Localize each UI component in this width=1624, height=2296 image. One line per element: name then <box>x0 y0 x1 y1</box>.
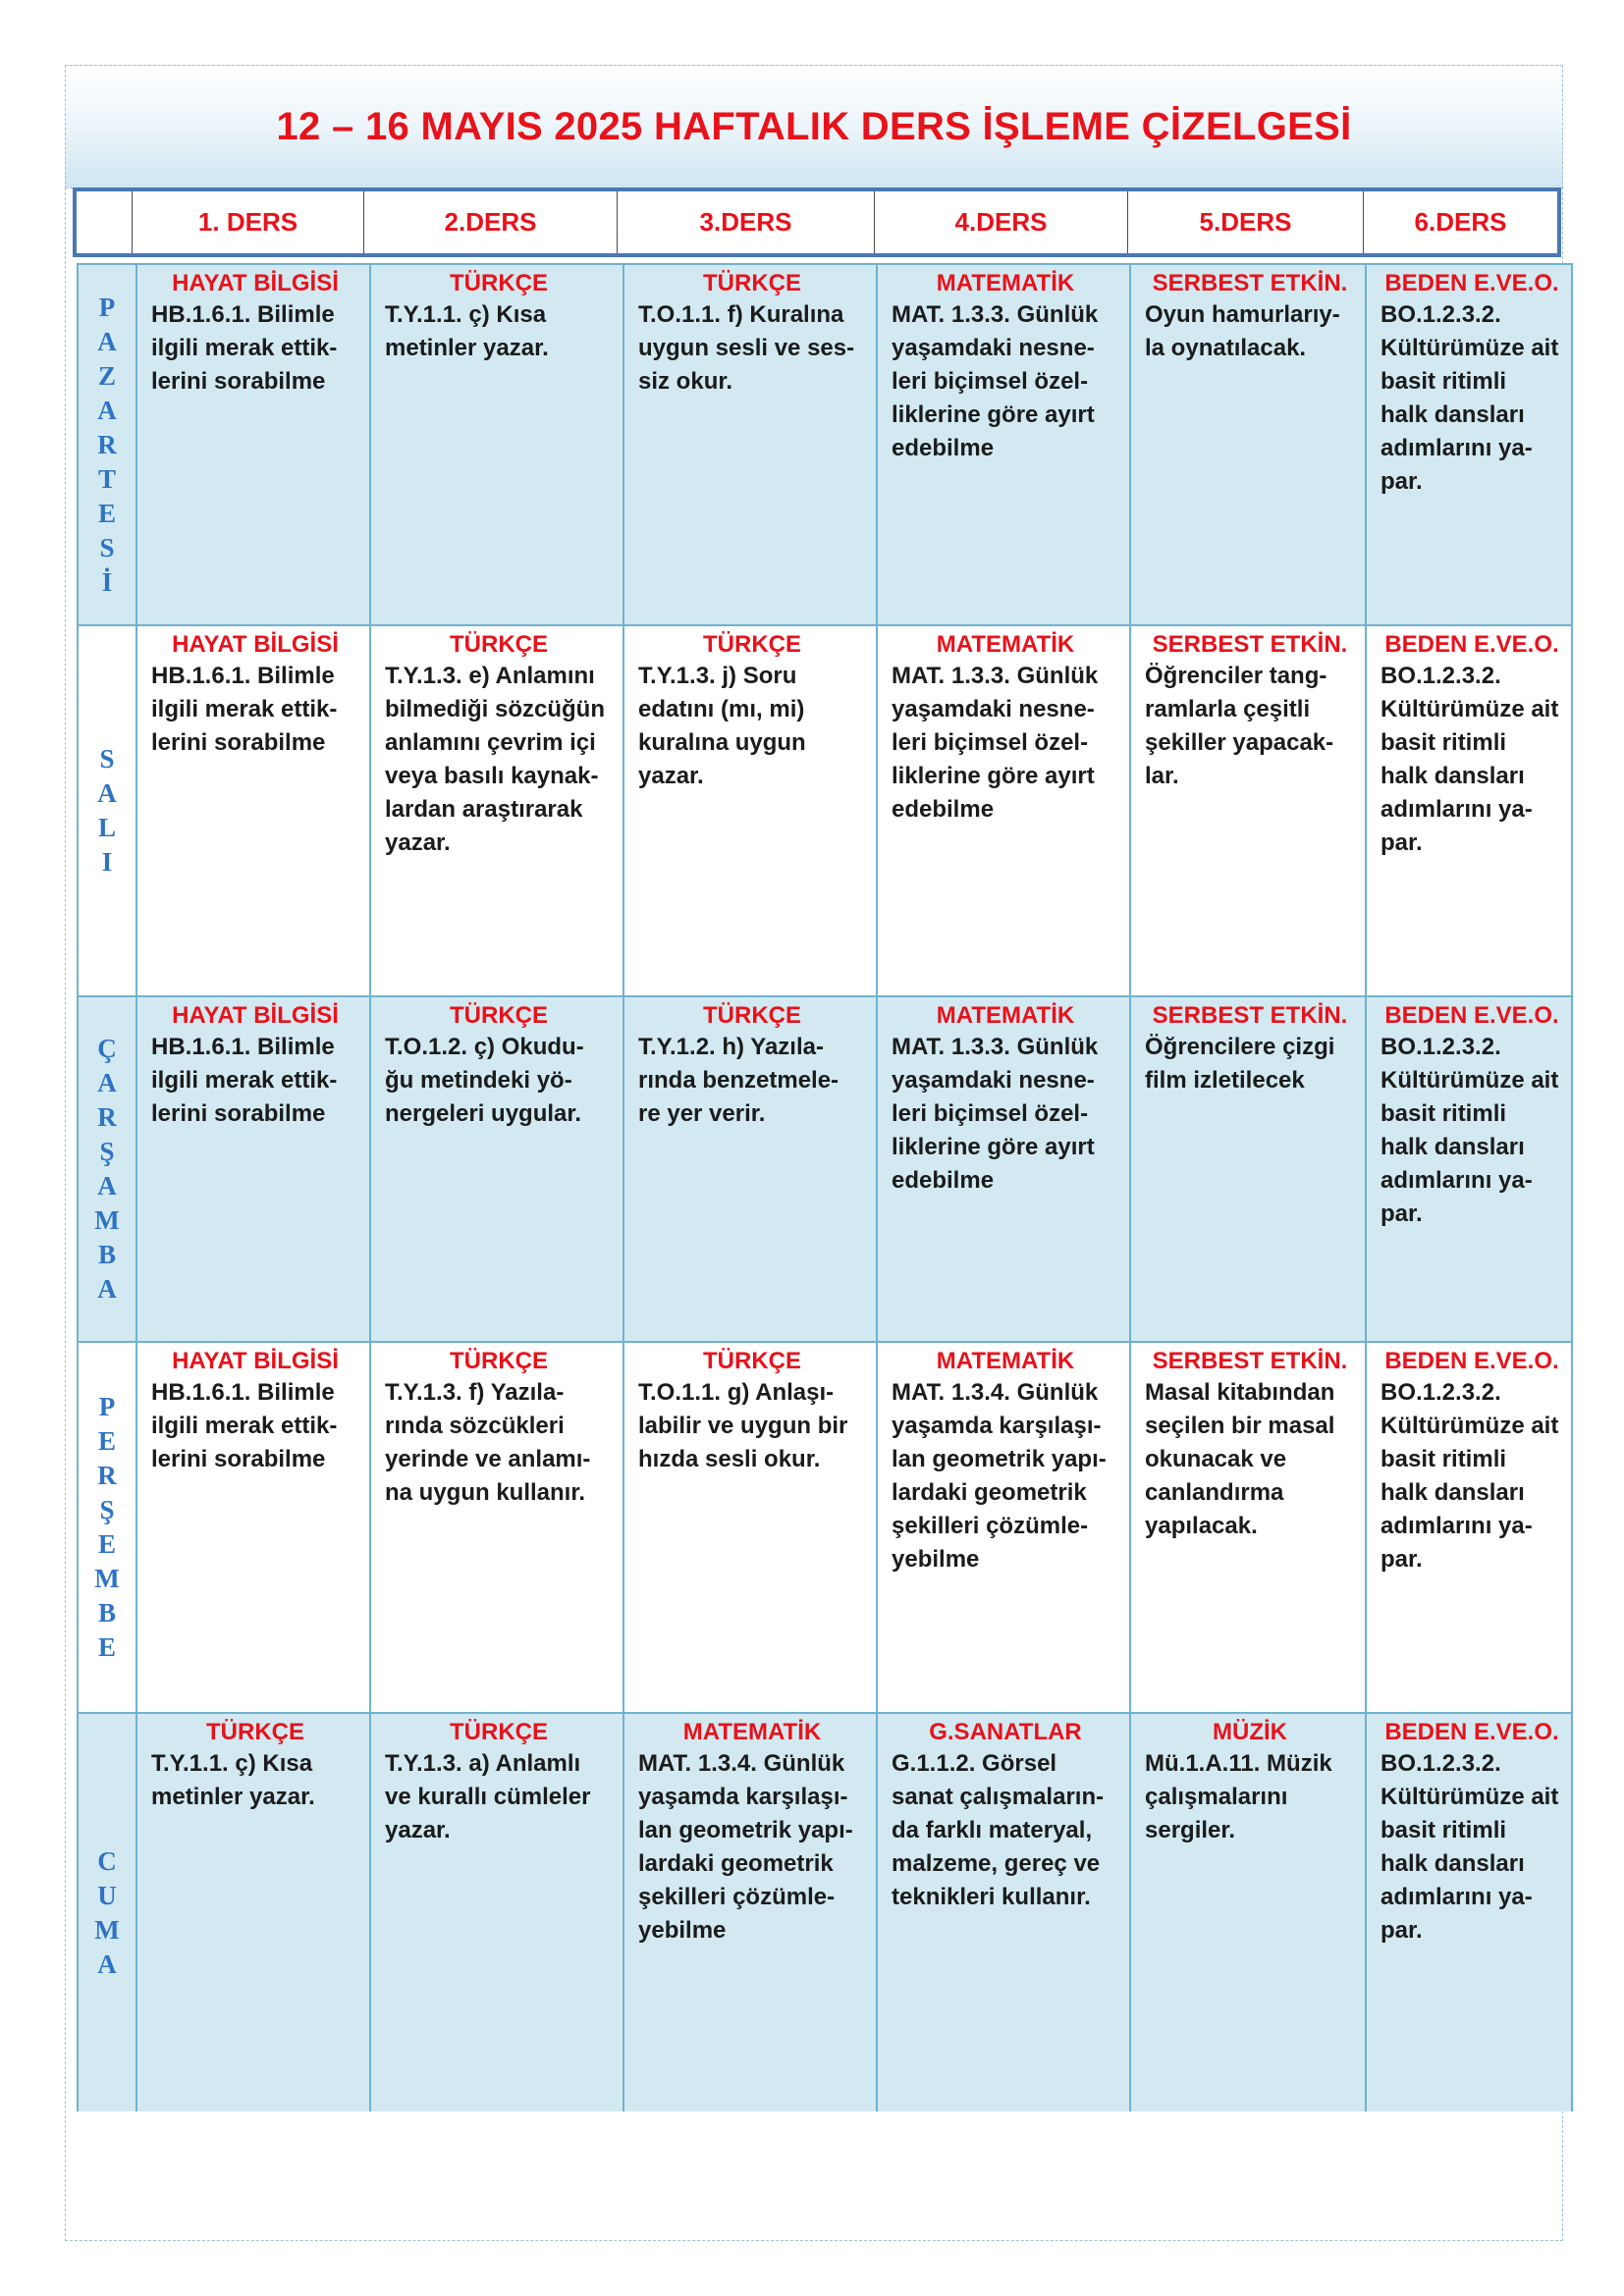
day-letter: A <box>97 778 117 808</box>
schedule-cell-sali-lesson-5 <box>1129 626 1365 995</box>
schedule-cell-sali-lesson-3 <box>623 626 876 995</box>
day-letter: E <box>97 1632 116 1662</box>
subject-label: TÜRKÇE <box>703 1348 801 1374</box>
schedule-cell-pazartesi-lesson-1 <box>135 265 369 624</box>
day-letter: İ <box>101 566 113 597</box>
outcome-text: BO.1.2.3.2. Kültürümüze ait basit ritimli halk dansları adımlarını ya- par. <box>1380 663 1559 856</box>
subject-label: HAYAT BİLGİSİ <box>172 270 339 296</box>
subject-label: TÜRKÇE <box>206 1719 304 1745</box>
subject-label: SERBEST ETKİN. <box>1152 270 1348 296</box>
outcome-text: MAT. 1.3.3. Günlük yaşamdaki nesne- leri biçimsel özel- liklerine göre ayırt edebilme <box>892 663 1099 823</box>
schedule-cell-sali-lesson-6 <box>1365 626 1573 995</box>
schedule-cell-sali-lesson-2 <box>369 626 623 995</box>
outcome-text: HB.1.6.1. Bilimle ilgili merak ettik- lerini sorabilme <box>151 663 338 756</box>
day-letter: S <box>99 744 115 774</box>
schedule-cell-persembe-lesson-3 <box>623 1343 876 1712</box>
subject-label: BEDEN E.VE.O. <box>1384 631 1559 658</box>
header-lesson-4: 4.DERS <box>874 191 1127 253</box>
schedule-cell-sali-lesson-4 <box>876 626 1129 995</box>
day-label-persembe <box>79 1343 135 1712</box>
header-lesson-1: 1. DERS <box>132 191 363 253</box>
outcome-text: T.Y.1.1. ç) Kısa metinler yazar. <box>151 1750 315 1810</box>
day-letter: Ç <box>97 1034 117 1063</box>
outcome-text: Oyun hamurlarıy- la oynatılacak. <box>1145 301 1340 361</box>
outcome-text: HB.1.6.1. Bilimle ilgili merak ettik- lerini sorabilme <box>151 1379 338 1472</box>
outcome-text: BO.1.2.3.2. Kültürümüze ait basit ritimli halk dansları adımlarını ya- par. <box>1380 1750 1559 1944</box>
subject-label: TÜRKÇE <box>450 1348 548 1374</box>
day-letter: E <box>97 1426 116 1456</box>
subject-label: MÜZİK <box>1213 1719 1287 1745</box>
subject-label: HAYAT BİLGİSİ <box>172 1348 339 1374</box>
schedule-cell-pazartesi-lesson-4 <box>876 265 1129 624</box>
subject-label: TÜRKÇE <box>703 270 801 296</box>
day-letter: A <box>97 1068 117 1097</box>
subject-label: SERBEST ETKİN. <box>1152 1002 1348 1029</box>
schedule-cell-carsamba-lesson-1 <box>135 997 369 1341</box>
header-lesson-6: 6.DERS <box>1363 191 1557 253</box>
day-letter: A <box>97 1171 117 1201</box>
schedule-cell-carsamba-lesson-6 <box>1365 997 1573 1341</box>
subject-label: SERBEST ETKİN. <box>1152 631 1348 658</box>
day-row-cuma <box>79 1712 1571 2111</box>
schedule-cell-carsamba-lesson-2 <box>369 997 623 1341</box>
outcome-text: T.O.1.2. ç) Okudu- ğu metindeki yö- nergeleri uygular. <box>385 1034 584 1127</box>
subject-label: TÜRKÇE <box>450 1719 548 1745</box>
header-corner-cell <box>77 191 132 253</box>
outcome-text: HB.1.6.1. Bilimle ilgili merak ettik- lerini sorabilme <box>151 301 338 395</box>
schedule-cell-cuma-lesson-4 <box>876 1714 1129 2111</box>
header-lesson-3: 3.DERS <box>617 191 874 253</box>
day-letter: B <box>97 1598 116 1628</box>
day-letter: M <box>94 1914 120 1945</box>
day-letter: M <box>94 1205 120 1235</box>
day-letter: T <box>97 463 116 494</box>
day-letter: P <box>98 292 116 322</box>
day-letter: C <box>97 1845 117 1876</box>
outcome-text: Öğrencilere çizgi film izletilecek <box>1145 1034 1335 1094</box>
page-title: 12 – 16 MAYIS 2025 HAFTALIK DERS İŞLEME ÇİZELGESİ <box>276 104 1352 148</box>
outcome-text: BO.1.2.3.2. Kültürümüze ait basit ritimli halk dansları adımlarını ya- par. <box>1380 301 1559 495</box>
schedule-cell-persembe-lesson-6 <box>1365 1343 1573 1712</box>
outcome-text: G.1.1.2. Görsel sanat çalışmaların- da farklı materyal, malzeme, gereç ve teknikleri kullanır. <box>892 1750 1105 1910</box>
day-label-sali <box>79 626 135 995</box>
schedule-cell-carsamba-lesson-4 <box>876 997 1129 1341</box>
schedule-cell-pazartesi-lesson-6 <box>1365 265 1573 624</box>
day-letter: A <box>97 326 117 356</box>
day-letter: R <box>97 429 117 459</box>
subject-label: HAYAT BİLGİSİ <box>172 631 339 658</box>
lesson-header-row <box>73 187 1561 257</box>
schedule-cell-carsamba-lesson-3 <box>623 997 876 1341</box>
header-lesson-5: 5.DERS <box>1127 191 1363 253</box>
schedule-cell-cuma-lesson-2 <box>369 1714 623 2111</box>
outcome-text: T.O.1.1. f) Kuralına uygun sesli ve ses- siz okur. <box>638 301 855 395</box>
outcome-text: T.Y.1.3. e) Anlamını bilmediği sözcüğün anlamını çevrim içi veya basılı kaynak- lardan araştırarak yazar. <box>385 663 606 856</box>
day-letter: U <box>97 1880 117 1910</box>
subject-label: BEDEN E.VE.O. <box>1384 270 1559 296</box>
schedule-cell-persembe-lesson-2 <box>369 1343 623 1712</box>
outcome-text: Masal kitabından seçilen bir masal okunacak ve canlandırma yapılacak. <box>1145 1379 1335 1539</box>
outcome-text: BO.1.2.3.2. Kültürümüze ait basit ritimli halk dansları adımlarını ya- par. <box>1380 1034 1559 1227</box>
day-label-carsamba <box>79 997 135 1341</box>
subject-label: TÜRKÇE <box>703 1002 801 1029</box>
subject-label: TÜRKÇE <box>450 1002 548 1029</box>
schedule-grid <box>77 263 1573 2111</box>
outcome-text: MAT. 1.3.3. Günlük yaşamdaki nesne- leri biçimsel özel- liklerine göre ayırt edebilme <box>892 1034 1099 1194</box>
day-letter: S <box>99 532 115 562</box>
outcome-text: Öğrenciler tang- ramlarla çeşitli şekiller yapacak- lar. <box>1145 663 1334 789</box>
day-letter: Ş <box>99 1137 115 1166</box>
day-letter: A <box>97 1274 117 1304</box>
subject-label: TÜRKÇE <box>450 631 548 658</box>
schedule-cell-persembe-lesson-1 <box>135 1343 369 1712</box>
subject-label: SERBEST ETKİN. <box>1152 1348 1348 1374</box>
day-letter: A <box>97 395 117 425</box>
schedule-cell-persembe-lesson-5 <box>1129 1343 1365 1712</box>
schedule-cell-pazartesi-lesson-2 <box>369 265 623 624</box>
outcome-text: T.Y.1.3. f) Yazıla- rında sözcükleri yerinde ve anlamı- na uygun kullanır. <box>385 1379 591 1506</box>
schedule-cell-pazartesi-lesson-5 <box>1129 265 1365 624</box>
subject-label: BEDEN E.VE.O. <box>1384 1348 1559 1374</box>
subject-label: BEDEN E.VE.O. <box>1384 1002 1559 1029</box>
day-label-cuma <box>79 1714 135 2111</box>
subject-label: MATEMATİK <box>936 1002 1075 1029</box>
title-banner <box>65 65 1563 188</box>
subject-label: MATEMATİK <box>936 631 1075 658</box>
day-letter: E <box>97 498 116 528</box>
outcome-text: MAT. 1.3.4. Günlük yaşamda karşılaşı- lan geometrik yapı- lardaki geometrik şekilleri çözümle- yebilme <box>892 1379 1107 1573</box>
day-row-pazartesi <box>79 265 1571 624</box>
day-letter: P <box>98 1392 116 1421</box>
outcome-text: Mü.1.A.11. Müzik çalışmalarını sergiler. <box>1145 1750 1332 1843</box>
day-row-sali <box>79 624 1571 995</box>
outcome-text: T.Y.1.3. j) Soru edatını (mı, mi) kuralına uygun yazar. <box>638 663 806 789</box>
schedule-cell-carsamba-lesson-5 <box>1129 997 1365 1341</box>
schedule-cell-pazartesi-lesson-3 <box>623 265 876 624</box>
outcome-text: T.Y.1.3. a) Anlamlı ve kurallı cümleler yazar. <box>385 1750 591 1843</box>
schedule-cell-cuma-lesson-3 <box>623 1714 876 2111</box>
outcome-text: T.O.1.1. g) Anlaşı- labilir ve uygun bir hızda sesli okur. <box>638 1379 848 1472</box>
outcome-text: MAT. 1.3.4. Günlük yaşamda karşılaşı- lan geometrik yapı- lardaki geometrik şekilleri çözümle- yebilme <box>638 1750 853 1944</box>
schedule-cell-cuma-lesson-1 <box>135 1714 369 2111</box>
schedule-cell-persembe-lesson-4 <box>876 1343 1129 1712</box>
day-letter: Ş <box>99 1495 115 1524</box>
day-letter: L <box>97 813 116 842</box>
day-letter: A <box>97 1949 117 1979</box>
subject-label: TÜRKÇE <box>703 631 801 658</box>
header-lesson-2: 2.DERS <box>363 191 617 253</box>
subject-label: BEDEN E.VE.O. <box>1384 1719 1559 1745</box>
day-letter: R <box>97 1461 117 1490</box>
day-row-persembe <box>79 1341 1571 1712</box>
subject-label: MATEMATİK <box>936 270 1075 296</box>
day-letter: B <box>97 1240 116 1269</box>
day-label-pazartesi <box>79 265 135 624</box>
day-row-carsamba <box>79 995 1571 1341</box>
subject-label: MATEMATİK <box>682 1719 822 1745</box>
subject-label: TÜRKÇE <box>450 270 548 296</box>
schedule-cell-cuma-lesson-5 <box>1129 1714 1365 2111</box>
outcome-text: T.Y.1.2. h) Yazıla- rında benzetmele- re yer verir. <box>638 1034 839 1127</box>
subject-label: HAYAT BİLGİSİ <box>172 1002 339 1029</box>
outcome-text: MAT. 1.3.3. Günlük yaşamdaki nesne- leri biçimsel özel- liklerine göre ayırt edebilme <box>892 301 1099 461</box>
subject-label: G.SANATLAR <box>929 1719 1082 1745</box>
schedule-cell-cuma-lesson-6 <box>1365 1714 1573 2111</box>
outcome-text: T.Y.1.1. ç) Kısa metinler yazar. <box>385 301 549 361</box>
subject-label: MATEMATİK <box>936 1348 1075 1374</box>
day-letter: I <box>101 847 113 877</box>
day-letter: R <box>97 1102 117 1132</box>
day-letter: Z <box>97 360 116 391</box>
day-letter: M <box>94 1564 120 1593</box>
schedule-cell-sali-lesson-1 <box>135 626 369 995</box>
outcome-text: HB.1.6.1. Bilimle ilgili merak ettik- lerini sorabilme <box>151 1034 338 1127</box>
outcome-text: BO.1.2.3.2. Kültürümüze ait basit ritimli halk dansları adımlarını ya- par. <box>1380 1379 1559 1573</box>
day-letter: E <box>97 1529 116 1559</box>
